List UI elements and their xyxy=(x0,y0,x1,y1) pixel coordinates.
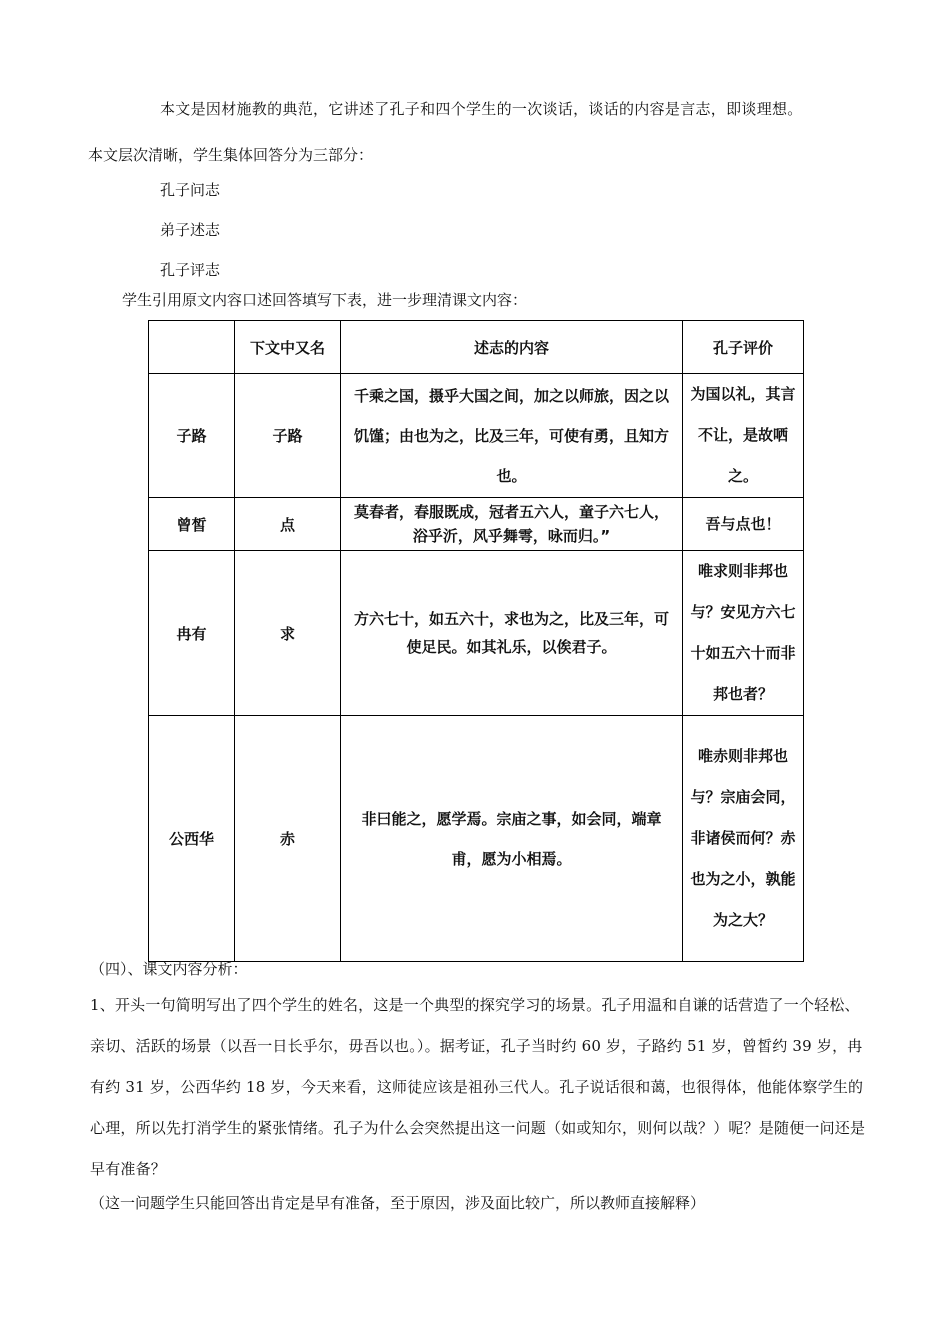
header-alias: 下文中又名 xyxy=(235,321,341,374)
confucius-evaluation: 吾与点也！ xyxy=(683,498,804,551)
table-intro: 学生引用原文内容口述回答填写下表，进一步理清课文内容： xyxy=(122,291,528,309)
aspiration-content: 方六七十，如五六十，求也为之，比及三年，可使足民。如其礼乐，以俟君子。 xyxy=(341,551,683,716)
outline-list xyxy=(160,180,220,300)
student-name: 子路 xyxy=(149,374,235,498)
confucius-evaluation: 唯求则非邦也与？安见方六七十如五六十而非邦也者？ xyxy=(683,551,804,716)
intro-line-2: 本文层次清晰，学生集体回答分为三部分： xyxy=(88,146,374,164)
student-alias: 赤 xyxy=(235,716,341,962)
teacher-note: （这一问题学生只能回答出肯定是早有准备，至于原因，涉及面比较广，所以教师直接解释） xyxy=(90,1194,706,1212)
student-name: 冉有 xyxy=(149,551,235,716)
confucius-evaluation: 唯赤则非邦也与？宗庙会同，非诸侯而何？赤也为之小，孰能为之大？ xyxy=(683,716,804,962)
table-header-row xyxy=(149,321,804,374)
outline-item-describe: 弟子述志 xyxy=(160,221,221,239)
outline-item-ask: 孔子问志 xyxy=(160,181,221,199)
section-title: （四）、课文内容分析： xyxy=(90,960,248,978)
table-row xyxy=(149,374,804,498)
intro-line-1: 本文是因材施教的典范，它讲述了孔子和四个学生的一次谈话，谈话的内容是言志，即谈理想。 xyxy=(160,100,803,118)
student-name: 曾皙 xyxy=(149,498,235,551)
table-row xyxy=(149,551,804,716)
table-row xyxy=(149,716,804,962)
table-row xyxy=(149,498,804,551)
student-alias: 点 xyxy=(235,498,341,551)
analysis-paragraph: 1、开头一句简明写出了四个学生的姓名，这是一个典型的探究学习的场景。孔子用温和自谦的话营造了一个轻松、亲切、活跃的场景（以吾一日长乎尔，毋吾以也。）。据考证，孔子当时约 60 岁，子路约 51 岁，曾皙约 39 岁，冉有约 31 岁，公西华约 18 岁，今天来看，这师徒应该是祖孙三代人。孔子说话很和蔼，也很得体，他能体察学生的心理，所以先打消学生的紧张情绪。孔子为什么会突然提出这一问题（如或知尔，则何以哉？）呢？是随便一问还是早有准备？ xyxy=(90,996,866,1178)
aspiration-content: 莫春者，春服既成，冠者五六人，童子六七人，浴乎沂，风乎舞雩，咏而归。” xyxy=(341,498,683,551)
header-empty-cell xyxy=(149,321,235,374)
outline-item-evaluate: 孔子评志 xyxy=(160,261,221,279)
aspiration-content: 千乘之国，摄乎大国之间，加之以师旅，因之以饥馑；由也为之，比及三年，可使有勇，且知方也。 xyxy=(341,374,683,498)
aspiration-content: 非曰能之，愿学焉。宗庙之事，如会同，端章甫，愿为小相焉。 xyxy=(341,716,683,962)
aspirations-table xyxy=(148,320,804,962)
student-name: 公西华 xyxy=(149,716,235,962)
header-evaluation: 孔子评价 xyxy=(683,321,804,374)
header-content: 述志的内容 xyxy=(341,321,683,374)
student-alias: 子路 xyxy=(235,374,341,498)
student-alias: 求 xyxy=(235,551,341,716)
confucius-evaluation: 为国以礼，其言不让，是故哂之。 xyxy=(683,374,804,498)
